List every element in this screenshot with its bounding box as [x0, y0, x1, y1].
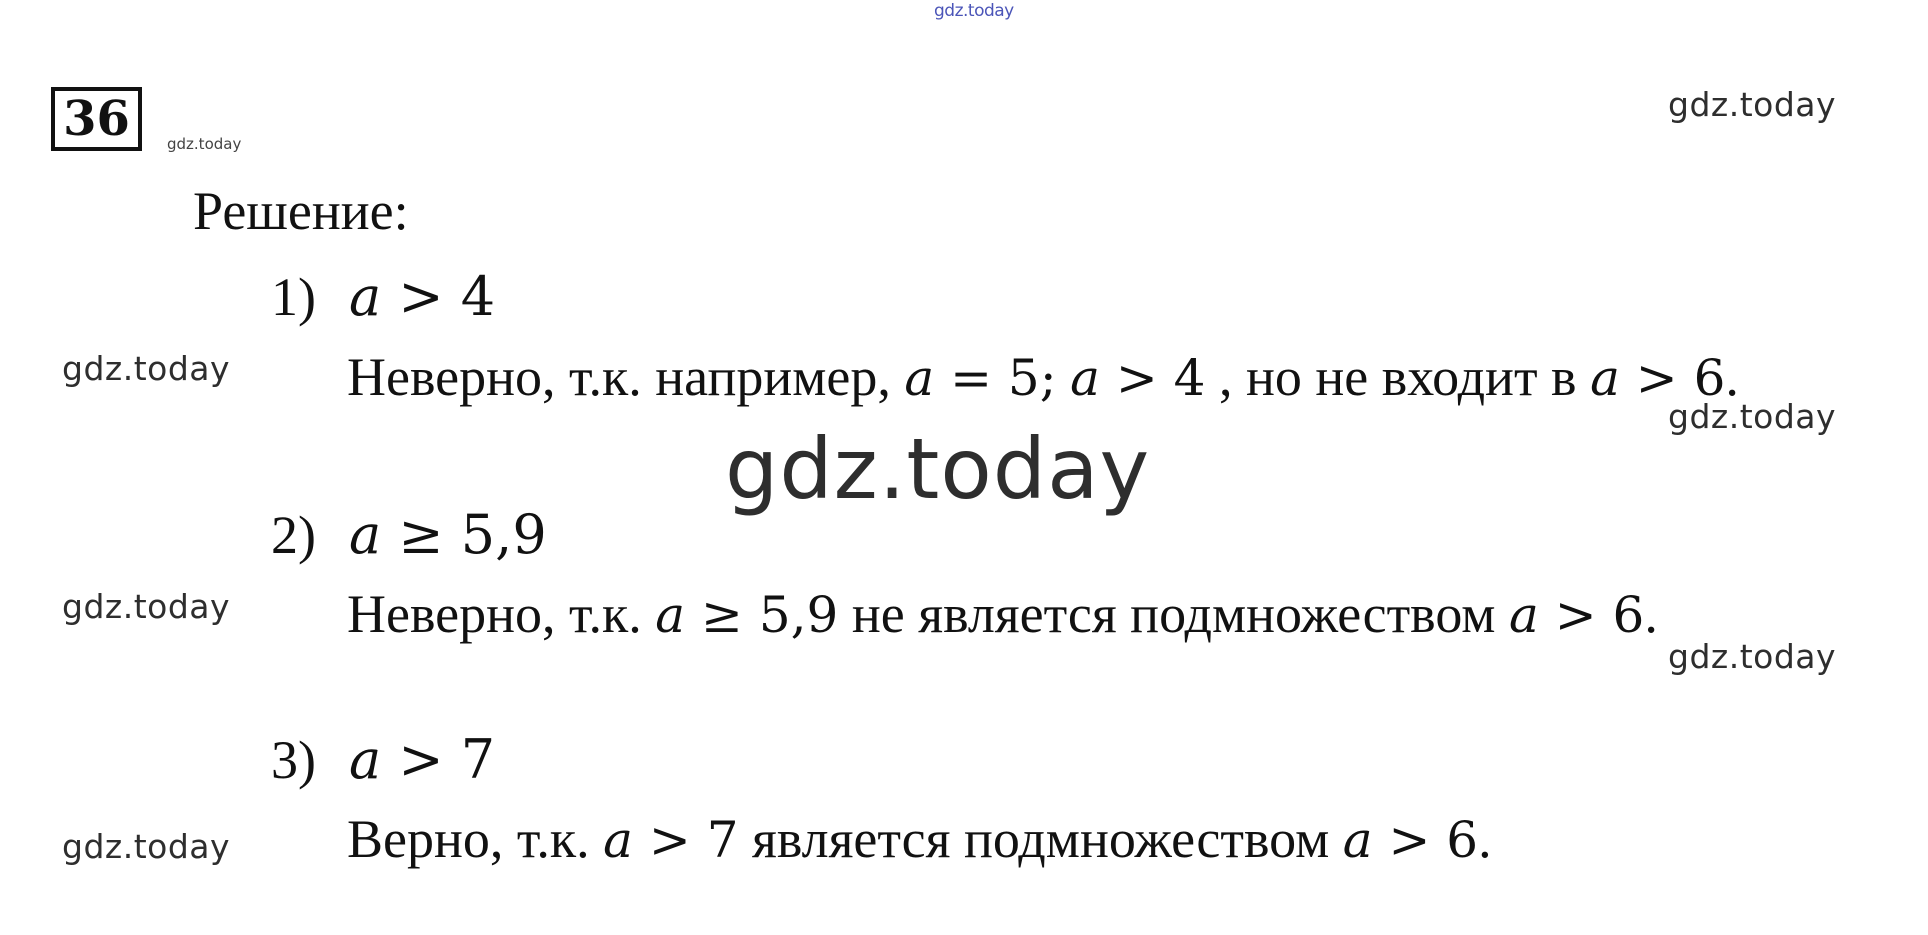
- item-3-explanation: Верно, т.к. a > 7 является подмножеством a > 6.: [347, 809, 1492, 869]
- item-2-explanation: Неверно, т.к. a ≥ 5,9 не является подмножеством a > 6.: [347, 584, 1658, 644]
- math-expression: a > 6: [1342, 811, 1479, 869]
- math-expression: a > 4: [349, 265, 496, 328]
- watermark-small: gdz.today: [167, 135, 242, 153]
- math-expression: a > 6: [1590, 349, 1726, 407]
- watermark-left-3: gdz.today: [62, 827, 231, 866]
- math-expression: a > 7: [603, 811, 739, 869]
- task-number: 36: [63, 91, 130, 147]
- watermark-top: gdz.today: [934, 1, 1014, 21]
- item-1-condition: [271, 265, 496, 328]
- solution-heading: Решение:: [193, 181, 409, 241]
- item-number: 3): [271, 730, 316, 790]
- task-number-box: [51, 87, 142, 151]
- item-number: 2): [271, 505, 316, 565]
- item-2-condition: [271, 503, 547, 566]
- math-expression: a ≥ 5,9: [655, 586, 839, 644]
- item-number: 1): [271, 267, 316, 327]
- watermark-right-2: gdz.today: [1668, 397, 1837, 436]
- item-1-explanation: Неверно, т.к. например, a = 5; a > 4 , но не входит в a > 6.: [347, 347, 1739, 407]
- math-expression: a ≥ 5,9: [349, 503, 547, 566]
- math-expression: a > 6: [1508, 586, 1645, 644]
- math-expression: a > 4: [1070, 349, 1206, 407]
- watermark-left-1: gdz.today: [62, 349, 231, 388]
- watermark-left-2: gdz.today: [62, 587, 231, 626]
- watermark-right-1: gdz.today: [1668, 85, 1837, 124]
- watermark-center: gdz.today: [725, 420, 1151, 518]
- math-expression: a > 7: [349, 728, 496, 791]
- item-3-condition: [271, 728, 496, 791]
- math-expression: a = 5;: [904, 349, 1057, 407]
- watermark-right-3: gdz.today: [1668, 637, 1837, 676]
